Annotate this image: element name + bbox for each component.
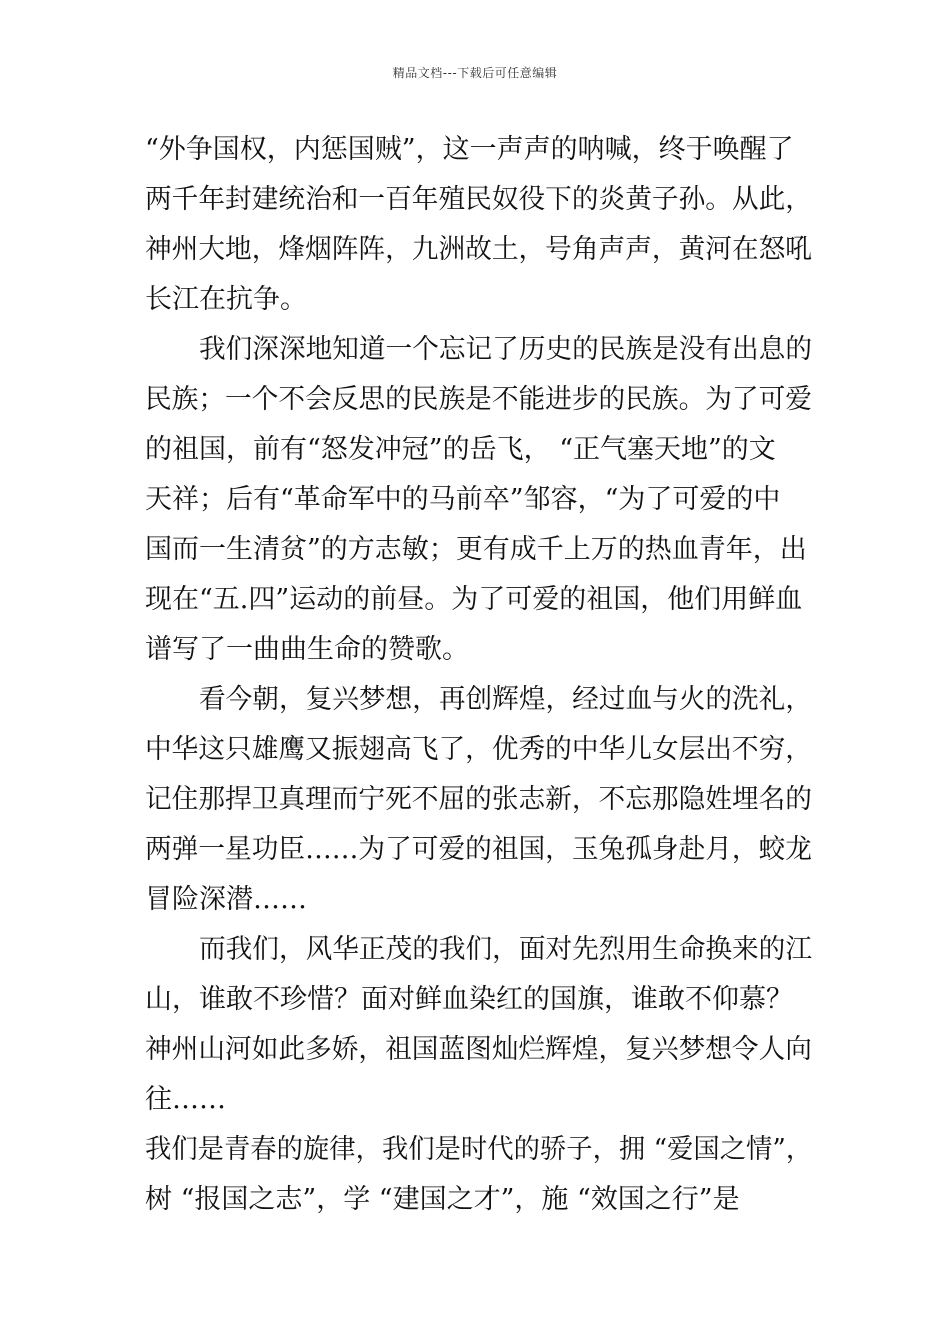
- text-line: 树 “报国之志”，学 “建国之才”，施 “效国之行”是: [145, 1184, 740, 1215]
- text-line: 神州山河如此多娇，祖国蓝图灿烂辉煌，复兴梦想令人向: [145, 1034, 812, 1065]
- text-line: 长江在抗争。: [145, 284, 307, 315]
- text-line: 国而一生清贫”的方志敏；更有成千上万的热血青年，出: [145, 534, 807, 565]
- text-line: 冒险深潜……: [145, 884, 307, 915]
- text-line: 往……: [145, 1084, 226, 1115]
- text-line: 天祥；后有“革命军中的马前卒”邹容，“为了可爱的中: [145, 484, 781, 515]
- text-line: 民族；一个不会反思的民族是不能进步的民族。为了可爱: [145, 384, 812, 415]
- text-line: 两千年封建统治和一百年殖民奴役下的炎黄子孙。从此，: [145, 184, 812, 215]
- text-line: 我们是青春的旋律，我们是时代的骄子，拥 “爱国之情”，: [145, 1134, 813, 1165]
- page-header: 精品文档---下载后可任意编辑: [392, 66, 558, 80]
- paragraph-first-line: 看今朝，复兴梦想，再创辉煌，经过血与火的洗礼，: [199, 684, 812, 715]
- paragraph-first-line: 我们深深地知道一个忘记了历史的民族是没有出息的: [199, 334, 812, 365]
- text-line: 的祖国，前有“怒发冲冠”的岳飞， “正气塞天地”的文: [145, 434, 776, 465]
- text-line: 两弹一星功臣……为了可爱的祖国，玉兔孤身赴月，蛟龙: [145, 834, 812, 865]
- paragraph-first-line: 而我们，风华正茂的我们，面对先烈用生命换来的江: [199, 934, 812, 965]
- text-line: “外争国权，内惩国贼”，这一声声的呐喊，终于唤醒了: [145, 134, 794, 165]
- text-line: 山，谁敢不珍惜？面对鲜血染红的国旗，谁敢不仰慕？: [145, 984, 793, 1015]
- text-line: 现在“五.四”运动的前昼。为了可爱的祖国，他们用鲜血: [145, 584, 803, 615]
- text-line: 记住那捍卫真理而宁死不屈的张志新，不忘那隐姓埋名的: [145, 784, 812, 815]
- text-line: 谱写了一曲曲生命的赞歌。: [145, 634, 469, 665]
- text-line: 神州大地，烽烟阵阵，九洲故土，号角声声，黄河在怒吼: [145, 234, 812, 265]
- text-line: 中华这只雄鹰又振翅高飞了，优秀的中华儿女层出不穷，: [145, 734, 812, 765]
